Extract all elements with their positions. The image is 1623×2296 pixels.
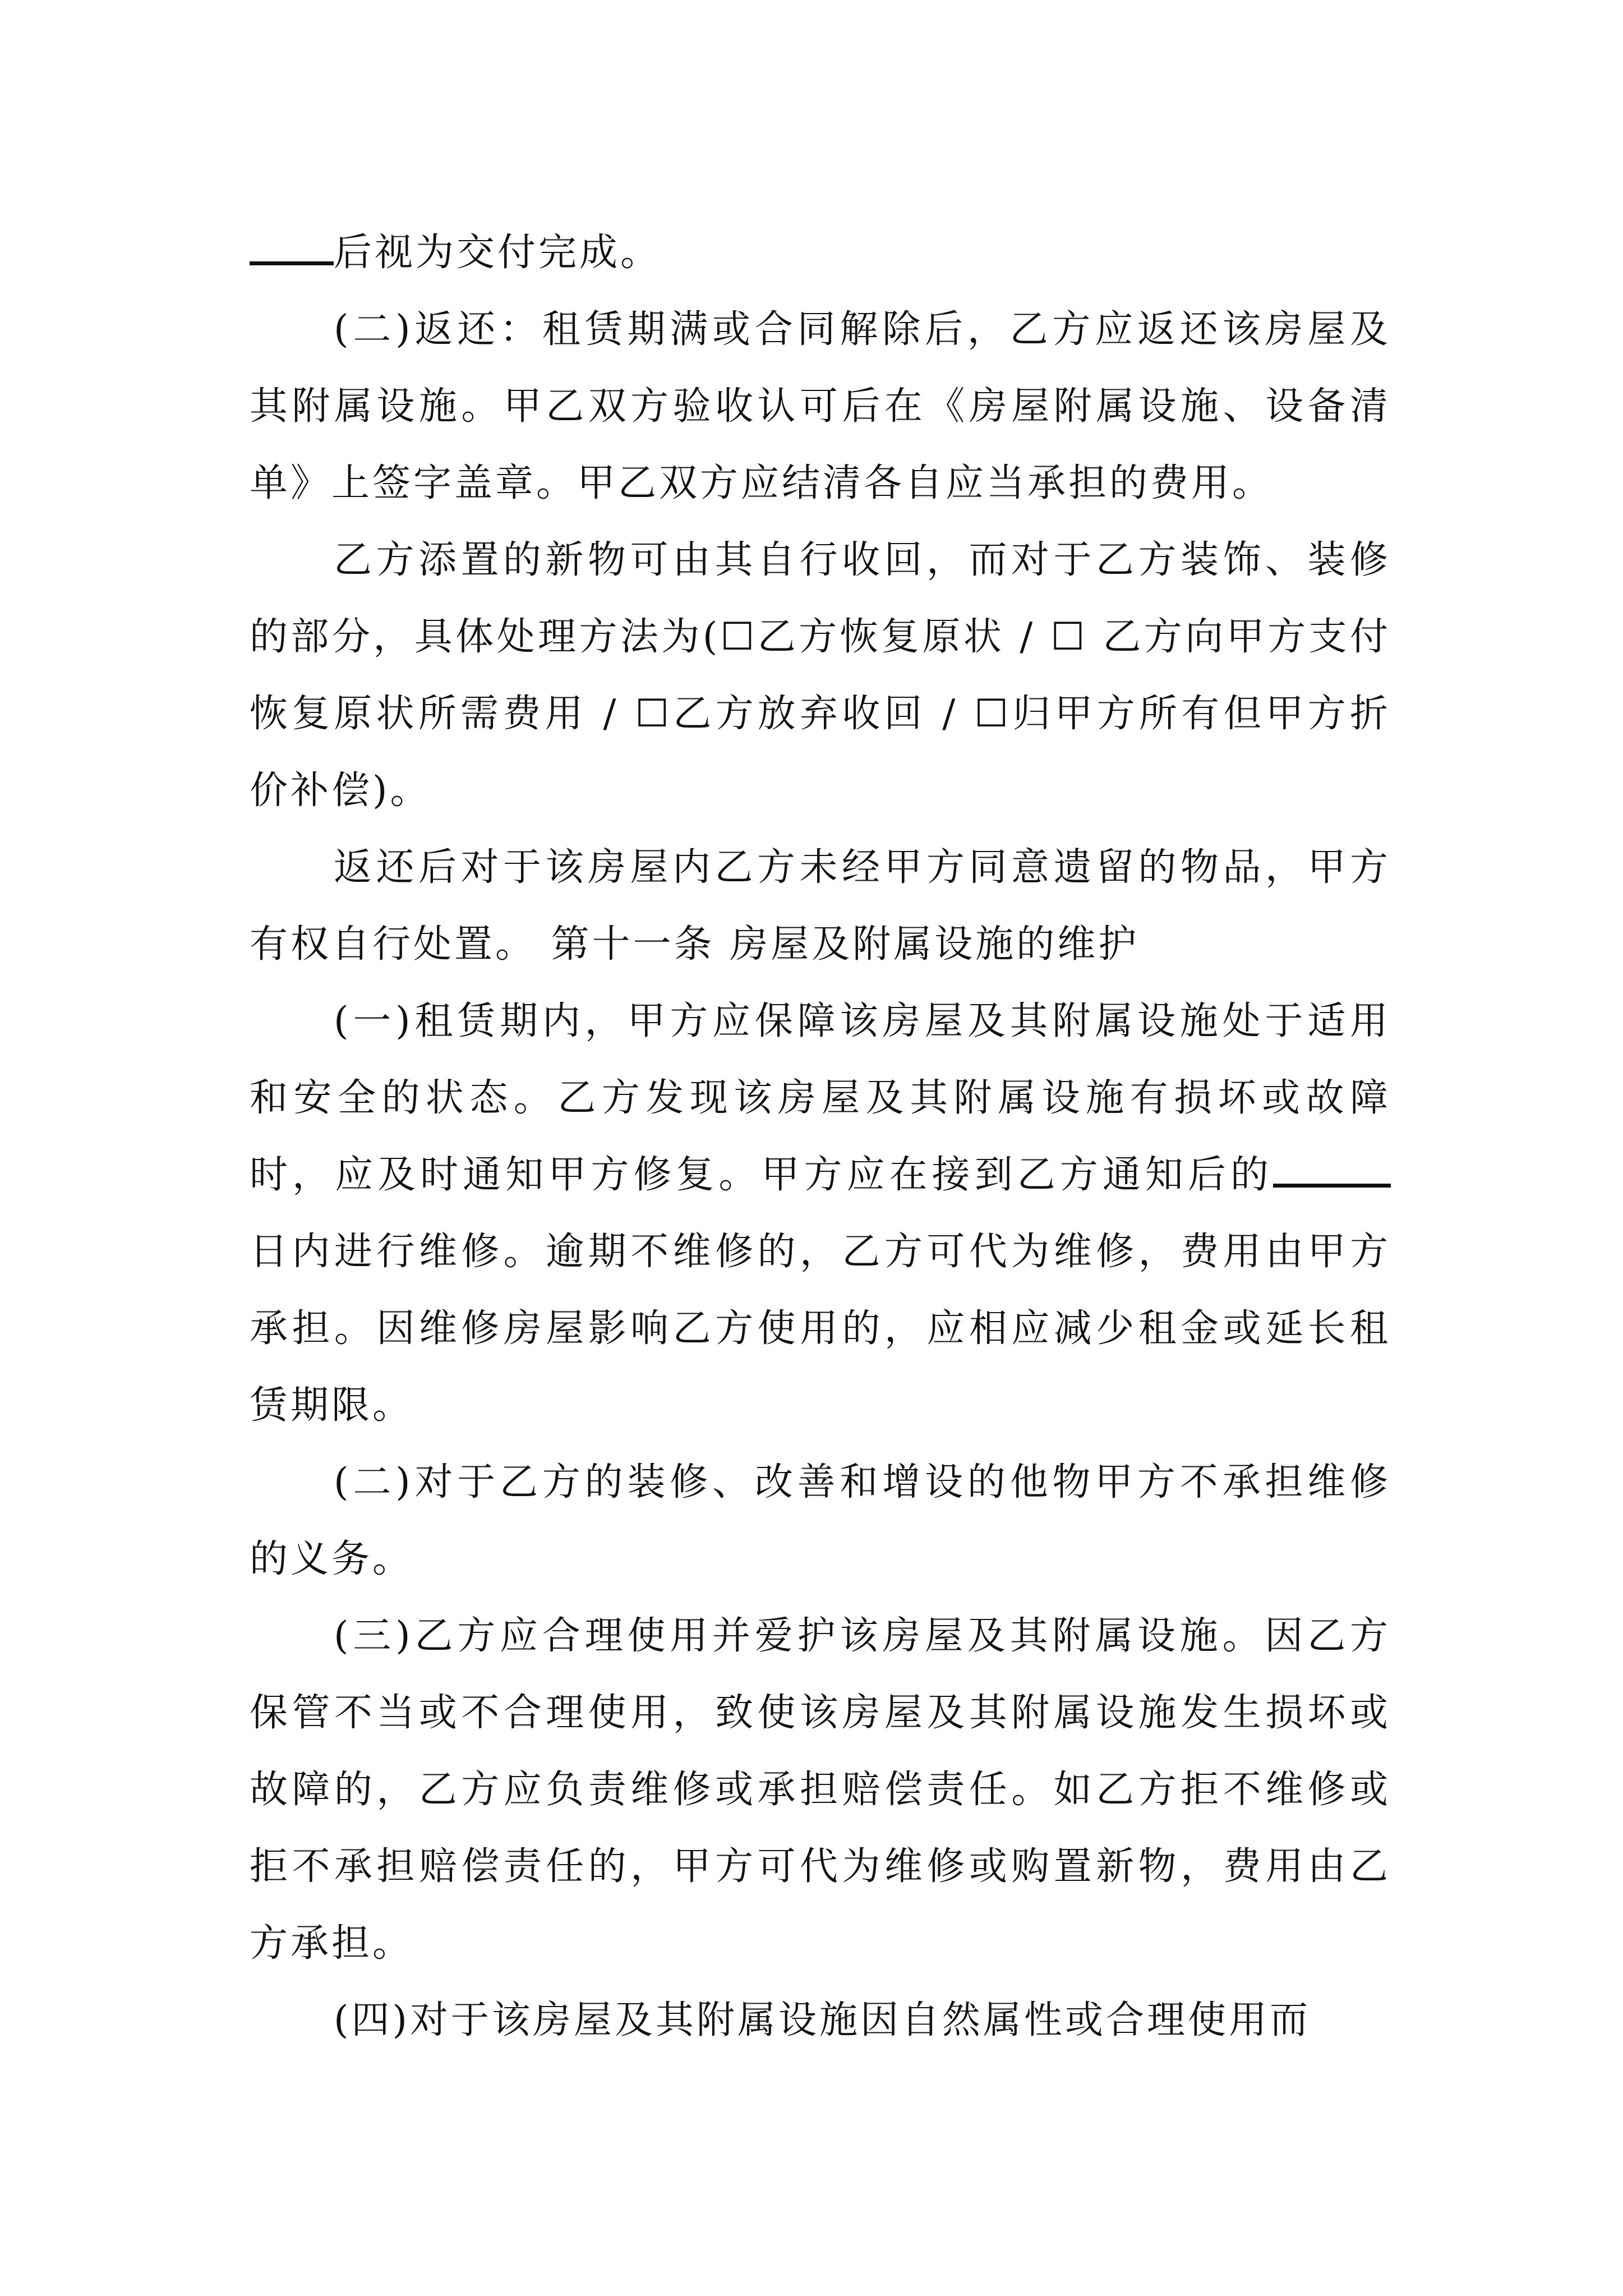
paragraph-text: (四)对于该房屋及其附属设施因自然属性或合理使用而	[334, 1998, 1311, 2042]
paragraph-renovation-handling	[250, 522, 1391, 829]
paragraph-text: (一)租赁期内，甲方应保障该房屋及其附属设施处于适用和安全的状态。乙方发现该房屋及其附属设施有损坏或故障时，应及时通知甲方修复。甲方应在接到乙方通知后的	[250, 999, 1391, 1197]
paragraph-maintenance-4	[250, 1982, 1391, 2059]
paragraph-text: (二)返还：租赁期满或合同解除后，乙方应返还该房屋及其附属设施。甲乙双方验收认可后在《房屋附属设施、设备清单》上签字盖章。甲乙双方应结清各自应当承担的费用。	[250, 307, 1391, 505]
paragraph-left-items	[250, 829, 1391, 983]
paragraph-text: 后视为交付完成。	[334, 231, 662, 275]
fill-in-blank	[1273, 1161, 1307, 1188]
paragraph-text: (二)对于乙方的装修、改善和增设的他物甲方不承担维修的义务。	[250, 1460, 1391, 1581]
paragraph-text: (三)乙方应合理使用并爱护该房屋及其附属设施。因乙方保管不当或不合理使用，致使该房屋及其附属设施发生损坏或故障的，乙方应负责维修或承担赔偿责任。如乙方拒不维修或拒不承担赔偿责任的，甲方可代为维修或购置新物，费用由乙方承担。	[250, 1614, 1391, 1966]
fill-in-blank	[1307, 1161, 1391, 1188]
paragraph-text: 乙方添置的新物可由其自行收回，而对于乙方装饰、装修的部分，具体处理方法为(☐乙方恢复原状 / ☐ 乙方向甲方支付恢复原状所需费用 / ☐乙方放弃收回 / ☐归甲方所有但甲方折价补偿)。	[250, 538, 1391, 813]
paragraph-text: 日内进行维修。逾期不维修的，乙方可代为维修，费用由甲方承担。因维修房屋影响乙方使用的，应相应减少租金或延长租赁期限。	[250, 1230, 1391, 1428]
document-body	[250, 214, 1391, 2059]
paragraph-maintenance-3	[250, 1598, 1391, 1982]
paragraph-maintenance-2	[250, 1444, 1391, 1598]
paragraph-return	[250, 291, 1391, 522]
paragraph-delivery-complete	[250, 214, 1391, 291]
paragraph-text: 返还后对于该房屋内乙方未经甲方同意遗留的物品，甲方有权自行处置。 第十一条 房屋及附属设施的维护	[250, 845, 1391, 967]
fill-in-blank	[250, 239, 334, 265]
paragraph-maintenance-1	[250, 983, 1391, 1444]
